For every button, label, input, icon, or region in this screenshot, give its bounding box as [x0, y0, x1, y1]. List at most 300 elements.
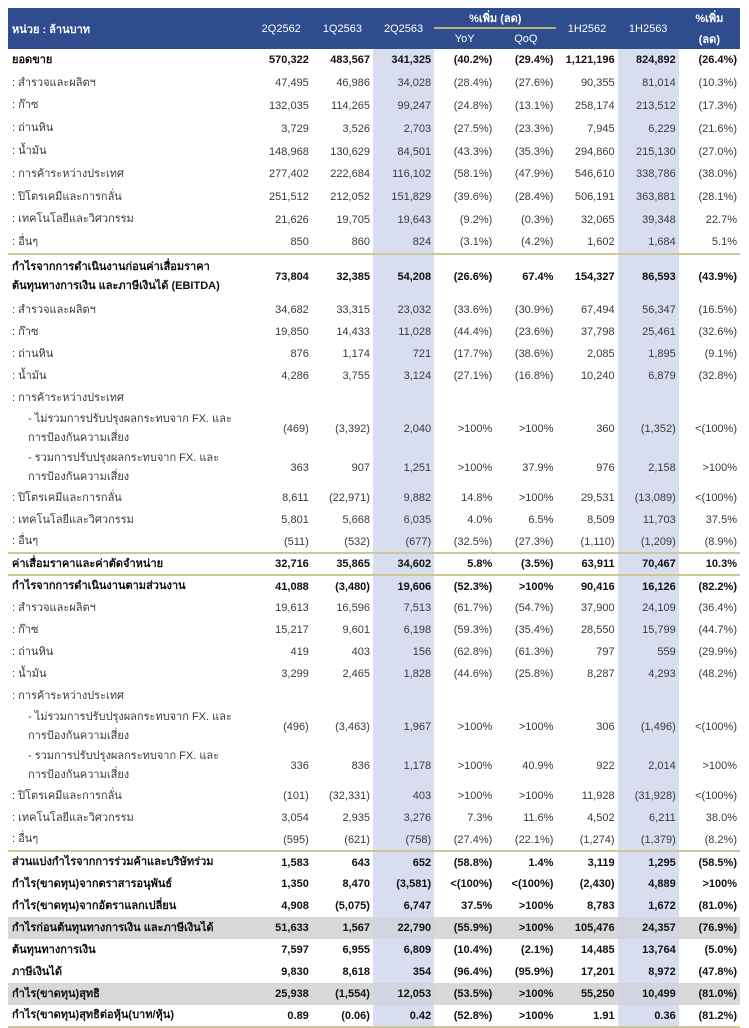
cell-2q2562: 251,512: [269, 191, 309, 204]
cell-2q2562: (511): [283, 535, 309, 548]
table-row: [8, 299, 740, 321]
cell-2q2563: 1,828: [373, 663, 434, 685]
cell-2q2562: (496): [283, 720, 309, 733]
row-label-line: : น้ำมัน: [12, 145, 47, 158]
cell-yoy: (27.4%): [453, 833, 493, 846]
cell-1h2562: 546,610: [574, 168, 615, 181]
cell-1h2562: [556, 387, 617, 409]
cell-1h2562: [556, 685, 617, 707]
row-label-line: : เทคโนโลยีและวิศวกรรม: [12, 213, 134, 226]
cell-2q2563: (758): [373, 829, 434, 851]
cell-1h2563: 56,347: [618, 299, 679, 321]
cell-pct-change: [679, 387, 740, 409]
cell-1q2563: (1,554): [312, 983, 373, 1005]
cell-2q2562: 9,830: [281, 966, 309, 979]
cell-1h2562: 4,502: [587, 812, 615, 825]
cell-1q2563: 403: [351, 646, 370, 659]
cell-2q2563: 341,325: [373, 49, 434, 72]
cell-yoy: (26.6%): [434, 254, 495, 299]
row-label: [8, 299, 251, 321]
cell-1q2563: 6,955: [342, 944, 370, 957]
table-row: [8, 409, 740, 448]
table-row: [8, 553, 740, 575]
table-row: [8, 619, 740, 641]
cell-1h2562: 154,327: [556, 254, 617, 299]
cell-yoy: (28.4%): [453, 77, 493, 90]
cell-pct-change: (81.0%): [698, 900, 737, 913]
cell-qoq: 11.6%: [523, 812, 554, 825]
cell-2q2563: 22,790: [373, 917, 434, 939]
cell-yoy: (17.7%): [453, 348, 493, 361]
cell-1q2563: 212,052: [330, 191, 370, 204]
cell-qoq: (22.1%): [514, 833, 554, 846]
cell-2q2563: 19,606: [373, 575, 434, 597]
cell-qoq: (47.9%): [514, 168, 554, 181]
cell-1h2562: 506,191: [574, 191, 615, 204]
cell-pct-change: (48.2%): [698, 668, 737, 681]
cell-pct-change: (10.3%): [698, 77, 737, 90]
cell-1h2563: 338,786: [618, 163, 679, 186]
cell-qoq: >100%: [518, 790, 554, 803]
cell-pct-change: (28.1%): [698, 191, 737, 204]
cell-yoy: 5.8%: [434, 553, 495, 575]
cell-1q2563: 114,265: [331, 99, 370, 112]
cell-pct-change: (21.6%): [698, 122, 737, 135]
cell-2q2562: 148,968: [269, 145, 309, 158]
table-row: [8, 140, 740, 163]
row-label-line: : เทคโนโลยีและวิศวกรรม: [12, 513, 134, 526]
cell-1q2563: (3,392): [335, 422, 370, 435]
cell-2q2562: [251, 685, 312, 707]
row-label: [8, 707, 251, 746]
cell-1h2562: 37,900: [580, 602, 615, 615]
cell-1q2563: 483,567: [330, 54, 370, 67]
row-label-line: กำไร(ขาดทุน)สุทธิต่อหุ้น(บาท/หุ้น): [12, 1009, 174, 1022]
cell-qoq: (13.1%): [514, 99, 554, 112]
cell-2q2563: 2,040: [373, 409, 434, 448]
cell-1q2563: (5,075): [335, 900, 370, 913]
cell-pct-change: 38.0%: [705, 812, 737, 825]
cell-1h2563: 1,295: [618, 851, 679, 873]
cell-qoq: 40.9%: [522, 759, 554, 772]
row-label: [8, 254, 251, 299]
row-label: [8, 321, 251, 343]
cell-qoq: (54.7%): [514, 602, 554, 615]
cell-pct-change: (81.2%): [679, 1005, 740, 1027]
cell-pct-change: <(100%): [695, 492, 737, 505]
row-label: [8, 575, 251, 597]
cell-2q2562: 4,286: [281, 370, 309, 383]
cell-1q2563: 8,618: [342, 966, 370, 979]
cell-1h2562: 294,860: [574, 145, 615, 158]
cell-yoy: (9.2%): [459, 213, 493, 226]
cell-1h2563: 559: [618, 641, 679, 663]
row-label-line: การป้องกันความเสี่ยง: [28, 470, 130, 483]
cell-1h2563: 1,895: [618, 343, 679, 365]
cell-1h2562: 976: [596, 461, 615, 474]
cell-pct-change: (44.7%): [698, 624, 737, 637]
row-label-line: : ปิโตรเคมีและการกลั่น: [12, 789, 122, 802]
cell-1h2562: 90,355: [580, 77, 615, 90]
cell-qoq: >100%: [495, 983, 556, 1005]
row-label-line: : อื่นๆ: [12, 833, 39, 846]
cell-1h2562: 63,911: [556, 553, 617, 575]
cell-2q2563: 2,703: [373, 117, 434, 140]
table-row: [8, 807, 740, 829]
cell-1h2563: (1,352): [618, 409, 679, 448]
table-row: [8, 117, 740, 140]
cell-yoy: <(100%): [450, 878, 493, 891]
cell-pct-change: 22.7%: [705, 213, 737, 226]
cell-1h2562: 3,119: [556, 851, 617, 873]
cell-2q2562: 419: [290, 646, 309, 659]
cell-1q2563: [312, 685, 373, 707]
row-label-line: กำไรจากการดำเนินงานตามส่วนงาน: [12, 580, 186, 593]
cell-2q2563: (677): [373, 531, 434, 553]
cell-2q2563: 54,208: [373, 254, 434, 299]
cell-pct-change: (76.9%): [679, 917, 740, 939]
cell-1q2563: 2,465: [342, 668, 370, 681]
cell-1h2562: 2,085: [587, 348, 615, 361]
cell-1q2563: (3,463): [335, 720, 370, 733]
cell-1h2562: 8,783: [587, 900, 615, 913]
row-label-line: กำไร(ขาดทุน)สุทธิ: [12, 987, 100, 1000]
cell-1h2563: 213,512: [618, 95, 679, 118]
cell-2q2563: 824: [373, 231, 434, 254]
row-label: [8, 72, 251, 95]
cell-2q2563: (3,581): [373, 873, 434, 895]
cell-pct-change: (43.9%): [679, 254, 740, 299]
cell-qoq: 37.9%: [522, 461, 554, 474]
row-label: [8, 186, 251, 209]
cell-2q2562: 3,729: [281, 122, 309, 135]
cell-2q2562: 363: [290, 461, 309, 474]
cell-qoq: (2.1%): [521, 944, 554, 957]
cell-yoy: 4.0%: [467, 514, 493, 527]
cell-2q2562: 15,217: [275, 624, 309, 637]
cell-1h2562: 8,509: [587, 514, 615, 527]
cell-2q2562: (101): [283, 790, 309, 803]
cell-1h2563: 11,703: [618, 509, 679, 531]
cell-2q2562: 336: [290, 759, 309, 772]
col-pct-change-line2: (ลด): [679, 28, 740, 49]
cell-1h2562: 28,550: [580, 624, 615, 637]
table-row: [8, 531, 740, 553]
col-qoq: QoQ: [495, 28, 556, 49]
cell-qoq: (30.9%): [514, 304, 554, 317]
cell-2q2563: 721: [373, 343, 434, 365]
row-label: [8, 509, 251, 531]
cell-yoy: (62.8%): [453, 646, 493, 659]
row-label: [8, 597, 251, 619]
cell-yoy: (10.4%): [453, 944, 493, 957]
cell-pct-change: (58.5%): [679, 851, 740, 873]
row-label: [8, 961, 251, 983]
cell-1q2563: 907: [351, 461, 370, 474]
cell-1h2562: 14,485: [580, 944, 615, 957]
cell-qoq: (61.3%): [514, 646, 554, 659]
cell-2q2563: 34,602: [373, 553, 434, 575]
cell-2q2563: 6,035: [373, 509, 434, 531]
cell-1q2563: (532): [344, 535, 370, 548]
unit-label: หน่วย : ล้านบาท: [8, 8, 251, 49]
row-label-line: ภาษีเงินได้: [12, 965, 63, 978]
row-label: [8, 95, 251, 118]
cell-qoq: >100%: [495, 575, 556, 597]
cell-1q2563: 860: [351, 236, 370, 249]
cell-2q2562: 570,322: [269, 54, 309, 67]
cell-2q2562: 21,626: [275, 213, 309, 226]
row-label: [8, 746, 251, 785]
row-label-line: ค่าเสื่อมราคาและค่าตัดจำหน่าย: [12, 557, 164, 570]
cell-1h2563: 0.36: [618, 1005, 679, 1027]
cell-2q2562: 0.89: [251, 1005, 312, 1027]
row-label-line: : ก๊าซ: [12, 99, 39, 112]
row-label: [8, 49, 251, 72]
cell-2q2562: 1,583: [251, 851, 312, 873]
cell-1h2562: (1,274): [579, 833, 615, 846]
col-2q2562: 2Q2562: [251, 8, 312, 49]
cell-pct-change: (9.1%): [704, 348, 737, 361]
row-label-line: : สำรวจและผลิตฯ: [12, 303, 96, 316]
cell-1h2562: 37,798: [580, 326, 615, 339]
table-row: [8, 509, 740, 531]
cell-qoq: >100%: [518, 422, 554, 435]
cell-1h2562: 67,494: [580, 304, 615, 317]
cell-pct-change: (8.9%): [704, 535, 737, 548]
cell-pct-change: >100%: [702, 759, 737, 772]
table-row: [8, 746, 740, 785]
cell-yoy: >100%: [457, 759, 493, 772]
cell-2q2563: 84,501: [373, 140, 434, 163]
row-label: [8, 939, 251, 961]
row-label-line: : อื่นๆ: [12, 235, 39, 248]
cell-yoy: >100%: [457, 720, 493, 733]
cell-qoq: (23.6%): [514, 326, 554, 339]
cell-yoy: [434, 387, 495, 409]
row-label: [8, 231, 251, 254]
cell-1h2562: 11,928: [581, 790, 615, 803]
cell-yoy: >100%: [457, 461, 493, 474]
cell-2q2562: 19,850: [275, 326, 309, 339]
cell-1q2563: (3,480): [312, 575, 373, 597]
cell-pct-change: (26.4%): [698, 54, 737, 67]
cell-2q2562: 32,716: [251, 553, 312, 575]
table-row: [8, 95, 740, 118]
cell-1q2563: 5,668: [342, 514, 370, 527]
cell-1h2563: (1,496): [618, 707, 679, 746]
cell-yoy: (40.2%): [453, 54, 493, 67]
row-label-line: : สำรวจและผลิตฯ: [12, 601, 96, 614]
cell-qoq: (25.8%): [514, 668, 554, 681]
cell-2q2563: 652: [373, 851, 434, 873]
cell-1h2562: 360: [596, 422, 615, 435]
table-row: [8, 961, 740, 983]
row-label-line: การป้องกันความเสี่ยง: [28, 729, 130, 742]
cell-1q2563: 3,526: [342, 122, 370, 135]
row-label: [8, 365, 251, 387]
cell-qoq: 1.4%: [495, 851, 556, 873]
cell-qoq: <(100%): [511, 878, 554, 891]
row-label: [8, 209, 251, 232]
cell-1h2563: 70,467: [618, 553, 679, 575]
row-label: [8, 140, 251, 163]
cell-2q2563: 3,276: [373, 807, 434, 829]
cell-2q2563: 1,178: [373, 746, 434, 785]
cell-pct-change: [679, 685, 740, 707]
cell-1h2562: 7,945: [587, 122, 615, 135]
row-label: [8, 851, 251, 873]
cell-pct-change: (32.8%): [698, 370, 737, 383]
cell-2q2563: 1,967: [373, 707, 434, 746]
cell-1h2563: (31,928): [618, 785, 679, 807]
cell-1h2563: 4,889: [618, 873, 679, 895]
cell-1q2563: 130,629: [330, 145, 370, 158]
cell-yoy: (44.4%): [453, 326, 493, 339]
row-label: [8, 663, 251, 685]
table-row: [8, 707, 740, 746]
cell-qoq: >100%: [495, 917, 556, 939]
row-label-line: กำไรจากการดำเนินงานก่อนค่าเสื่อมราคา: [12, 261, 210, 274]
cell-1h2563: 16,126: [618, 575, 679, 597]
cell-pct-change: (27.0%): [698, 145, 737, 158]
cell-qoq: (28.4%): [514, 191, 554, 204]
table-row: [8, 983, 740, 1005]
row-label-line: : ถ่านหิน: [12, 122, 54, 135]
cell-2q2563: 354: [373, 961, 434, 983]
cell-2q2563: [373, 685, 434, 707]
row-label: [8, 983, 251, 1005]
cell-qoq: (27.3%): [514, 535, 554, 548]
table-row: [8, 321, 740, 343]
cell-yoy: (58.1%): [453, 168, 493, 181]
cell-pct-change: (82.2%): [679, 575, 740, 597]
cell-1h2562: 1,121,196: [565, 54, 615, 67]
cell-qoq: (3.5%): [495, 553, 556, 575]
cell-1h2562: 258,174: [574, 99, 615, 112]
cell-2q2562: [251, 387, 312, 409]
cell-2q2562: 25,938: [251, 983, 312, 1005]
cell-1h2563: (1,379): [618, 829, 679, 851]
cell-1h2562: 1.91: [556, 1005, 617, 1027]
cell-yoy: (52.3%): [434, 575, 495, 597]
cell-1h2562: 10,240: [580, 370, 615, 383]
cell-qoq: >100%: [518, 492, 554, 505]
cell-1h2562: 55,250: [556, 983, 617, 1005]
cell-yoy: (96.4%): [453, 966, 493, 979]
cell-1q2563: 33,315: [336, 304, 370, 317]
row-label-line: : การค้าระหว่างประเทศ: [12, 391, 124, 404]
cell-1q2563: 35,865: [312, 553, 373, 575]
cell-yoy: (44.6%): [453, 668, 493, 681]
table-row: [8, 873, 740, 895]
col-yoy: YoY: [434, 28, 495, 49]
cell-yoy: (59.3%): [453, 624, 493, 637]
row-label-line: : ก๊าซ: [12, 325, 39, 338]
cell-1q2563: 16,596: [336, 602, 370, 615]
row-label-line: : น้ำมัน: [12, 369, 47, 382]
table-row: [8, 785, 740, 807]
cell-1q2563: 3,755: [342, 370, 370, 383]
cell-2q2563: 403: [373, 785, 434, 807]
cell-qoq: (35.4%): [514, 624, 554, 637]
cell-1h2563: 2,014: [618, 746, 679, 785]
cell-qoq: (38.6%): [514, 348, 554, 361]
row-label-line: กำไรก่อนต้นทุนทางการเงิน และภาษีเงินได้: [12, 921, 214, 934]
cell-yoy: (32.5%): [453, 535, 493, 548]
row-label-line: : การค้าระหว่างประเทศ: [12, 167, 124, 180]
cell-1h2563: 81,014: [618, 72, 679, 95]
cell-2q2563: 3,124: [373, 365, 434, 387]
cell-yoy: 14.8%: [461, 492, 493, 505]
row-label: [8, 409, 251, 448]
cell-yoy: (52.8%): [434, 1005, 495, 1027]
cell-1h2562: (2,430): [579, 878, 615, 891]
financial-summary-table: [8, 8, 740, 1028]
row-label-line: - รวมการปรับปรุงผลกระทบจาก FX. และ: [28, 451, 220, 464]
row-label-line: ยอดขาย: [12, 53, 53, 66]
cell-1h2562: 922: [596, 759, 615, 772]
cell-1q2563: 836: [351, 759, 370, 772]
cell-yoy: (33.6%): [453, 304, 493, 317]
cell-pct-change: <(100%): [695, 790, 737, 803]
cell-yoy: (58.8%): [434, 851, 495, 873]
cell-1q2563: 643: [312, 851, 373, 873]
table-row: [8, 663, 740, 685]
row-label: [8, 895, 251, 917]
cell-2q2562: (469): [283, 422, 309, 435]
cell-1h2563: (1,209): [618, 531, 679, 553]
row-label-line: - ไม่รวมการปรับปรุงผลกระทบจาก FX. และ: [28, 412, 232, 425]
table-header: [8, 8, 740, 49]
cell-1q2563: (22,971): [328, 492, 370, 505]
cell-1q2563: 1,174: [342, 348, 370, 361]
row-label: [8, 685, 251, 707]
col-pct-change-line1: %เพิ่ม: [679, 8, 740, 28]
cell-2q2562: 4,908: [281, 900, 309, 913]
col-1q2563: 1Q2563: [312, 8, 373, 49]
cell-qoq: >100%: [518, 900, 554, 913]
cell-2q2563: 9,882: [373, 487, 434, 509]
table-row: [8, 895, 740, 917]
cell-1h2562: 29,531: [580, 492, 615, 505]
cell-yoy: (61.7%): [453, 602, 493, 615]
cell-pct-change: (16.5%): [698, 304, 737, 317]
row-label-line: : ปิโตรเคมีและการกลั่น: [12, 491, 122, 504]
cell-1q2563: (32,331): [328, 790, 370, 803]
cell-pct-change: (32.6%): [698, 326, 737, 339]
cell-2q2563: 19,643: [373, 209, 434, 232]
cell-2q2562: 132,035: [269, 99, 309, 112]
cell-1q2563: [312, 387, 373, 409]
cell-2q2563: 6,747: [373, 895, 434, 917]
cell-1h2562: 1,602: [587, 236, 615, 249]
cell-2q2562: 34,682: [275, 304, 309, 317]
table-row: [8, 597, 740, 619]
cell-1q2563: 2,935: [342, 812, 370, 825]
cell-qoq: >100%: [495, 1005, 556, 1027]
row-label: [8, 619, 251, 641]
row-label-line: : เทคโนโลยีและวิศวกรรม: [12, 811, 134, 824]
table-row: [8, 365, 740, 387]
cell-1q2563: 9,601: [342, 624, 370, 637]
cell-2q2562: 51,633: [251, 917, 312, 939]
cell-qoq: [495, 387, 556, 409]
cell-pct-change: (5.0%): [704, 944, 737, 957]
cell-pct-change: 10.3%: [679, 553, 740, 575]
cell-2q2562: 1,350: [281, 878, 309, 891]
table-row: [8, 641, 740, 663]
